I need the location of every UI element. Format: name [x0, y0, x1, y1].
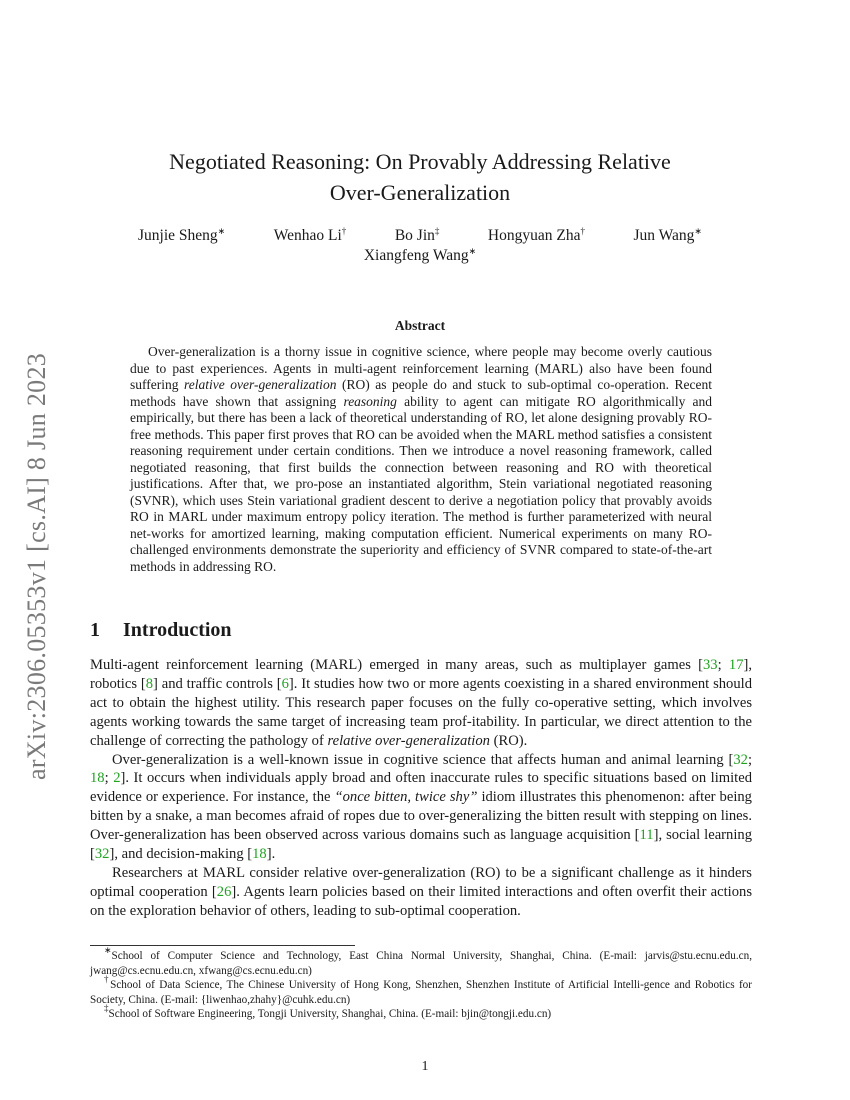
author: Xiangfeng Wang∗: [363, 246, 477, 264]
citation-link[interactable]: 18: [90, 770, 105, 787]
paragraph: Multi-agent reinforcement learning (MARL) emerged in many areas, such as multiplayer games [33; 17], robotics [8] and traffic controls [6]. It studies how two or more agents coexisting in a shared environment should act to obtain the highest utility. This research paper focuses on the fully co-operative setting, which involves agents working towards the same target of increasing team prof-itability. In particular, we direct attention to the challenge of correcting the pathology of relative over-generalization (RO).: [90, 657, 752, 749]
author: Bo Jin‡: [394, 226, 440, 244]
author: Wenhao Li†: [273, 226, 347, 244]
citation-link[interactable]: 6: [281, 675, 289, 692]
footnote: ∗School of Computer Science and Technology, East China Normal University, Shanghai, China. (E-mail: jarvis@stu.ecnu.edu.cn, jwang@cs.ecnu.edu.cn, xfwang@cs.ecnu.edu.cn): [90, 945, 752, 977]
footnote-rule: [90, 945, 355, 946]
citation-link[interactable]: 32: [733, 751, 748, 768]
body-text: [90, 656, 752, 921]
paper-title: [100, 146, 740, 208]
author: Junjie Sheng∗: [138, 226, 226, 244]
citation-link[interactable]: 11: [639, 827, 654, 844]
citation-link[interactable]: 17: [728, 657, 744, 673]
citation-link[interactable]: 32: [94, 846, 110, 863]
title-line-1: Negotiated Reasoning: On Provably Addressing Relative: [169, 149, 671, 174]
author: Jun Wang∗: [633, 226, 702, 244]
footnotes: [90, 945, 753, 1022]
footnote: †School of Data Science, The Chinese University of Hong Kong, Shenzhen, Shenzhen Institute of Artificial Intelli-gence and Robotics for Society, China. (E-mail: {liwenhao,zhahy}@cuhk.edu.cn): [90, 974, 753, 1006]
citation-link[interactable]: 2: [113, 770, 121, 787]
page-number: 1: [421, 1059, 429, 1074]
citation-link[interactable]: 8: [145, 675, 154, 692]
footnote: ‡School of Software Engineering, Tongji University, Shanghai, China. (E-mail: bjin@tongji.edu.cn): [104, 1003, 552, 1021]
citation-link[interactable]: 33: [703, 657, 718, 673]
paragraph: Researchers at MARL consider relative over-generalization (RO) to be a significant challenge as it hinders optimal cooperation [26]. Agents learn policies based on their limited interactions and often overfit their actions on the exploration behavior of others, leading to sub-optimal cooperation.: [90, 864, 752, 919]
abstract-heading: Abstract: [394, 318, 446, 333]
citation-link[interactable]: 26: [216, 883, 232, 900]
citation-link[interactable]: 18: [252, 846, 267, 863]
title-line-2: Over-Generalization: [329, 180, 511, 205]
arxiv-identifier: arXiv:2306.05353v1 [cs.AI] 8 Jun 2023: [22, 352, 51, 780]
author-list: [100, 226, 740, 266]
abstract-text: Over-generalization is a thorny issue in cognitive science, where people may become overly cautious due to past experiences. Agents in multi-agent reinforcement learning (MARL) also have been found suffering relative over-generalization (RO) as people do and stuck to sub-optimal co-operation. Recent methods have shown that assigning reasoning ability to agent can mitigate RO algorithmically and empirically, but there has been a lack of theoretical understanding of RO, let alone designing provably RO-free methods. This paper first proves that RO can be avoided when the MARL method satisfies a consistent reasoning requirement under certain conditions. Then we introduce a novel reasoning framework, called negotiated reasoning, that first builds the connection between reasoning and RO with theoretical justifications. After that, we pro-pose an instantiated algorithm, Stein variational negotiated reasoning (SVNR), which uses Stein variational gradient descent to derive a negotiation policy that provably avoids RO in MARL under maximum entropy policy iteration. The method is further parameterized with neural net-works for amortized learning, making computation efficient. Numerical experiments on many RO-challenged environments demonstrate the superiority and efficiency of SVNR compared to state-of-the-art methods in addressing RO.: [130, 344, 712, 574]
paragraph: Over-generalization is a well-known issue in cognitive science that affects human and animal learning [32; 18; 2]. It occurs when individuals apply broad and often inaccurate rules to specific situations based on limited evidence or experience. For instance, the “once bitten, twice shy” idiom illustrates this phenomenon: after being bitten by a snake, a man becomes afraid of ropes due to over-generalizing the bitten result with stepping on lines. Over-generalization has been observed across various domains such as language acquisition [11], social learning [32], and decision-making [18].: [90, 751, 752, 863]
section-heading: 1 Introduction: [90, 619, 232, 641]
author: Hongyuan Zha†: [487, 226, 585, 244]
